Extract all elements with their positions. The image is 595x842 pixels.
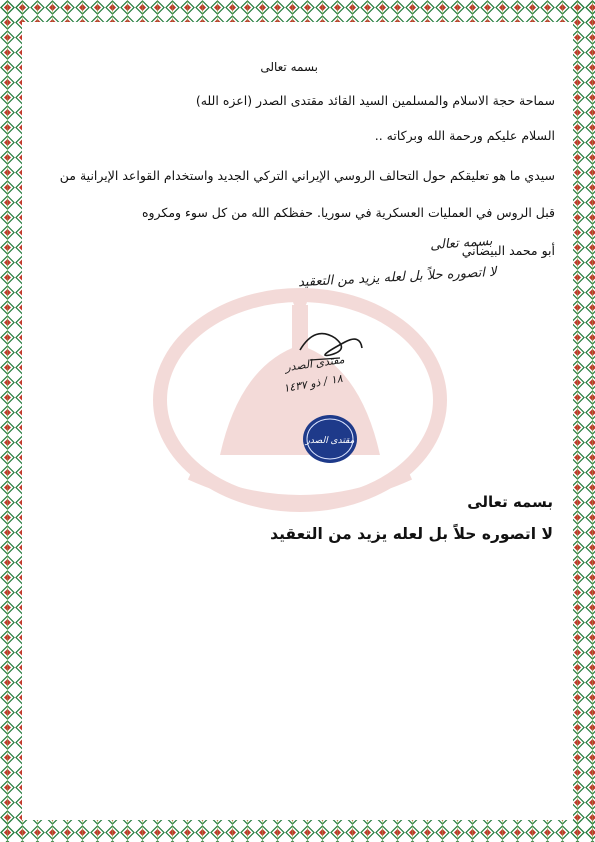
- handwritten-basmala: بسمه تعالى: [429, 233, 493, 254]
- handwritten-answer: لا اتصوره حلاً بل لعله يزيد من التعقيد: [297, 264, 497, 291]
- stamp-text: مقتدى الصدر: [305, 436, 355, 446]
- typed-basmala: بسمه تعالى: [467, 493, 553, 511]
- letter-greeting: السلام عليكم ورحمة الله وبركاته ..: [374, 128, 555, 143]
- handwritten-date: ١٨ / ذو ١٤٣٧: [282, 371, 344, 396]
- handwritten-office: مقتدى الصدر: [284, 352, 346, 375]
- typed-answer: لا اتصوره حلاً بل لعله يزيد من التعقيد: [270, 525, 553, 543]
- letter-basmala: بسمه تعالى: [260, 60, 318, 74]
- seal-stamp-icon: [301, 413, 359, 465]
- letter-question-line2: قبل الروس في العمليات العسكرية في سوريا. حفظكم الله من كل سوء ومكروه: [141, 205, 555, 220]
- letter-author: أبو محمد البيضاني: [461, 243, 555, 258]
- letter-question-line1: سيدي ما هو تعليقكم حول التحالف الروسي الإيراني التركي الجديد واستخدام القواعد الإيرانية من: [59, 168, 555, 183]
- letter-address: سماحة حجة الاسلام والمسلمين السيد القائد مقتدى الصدر (اعزه الله): [195, 93, 555, 108]
